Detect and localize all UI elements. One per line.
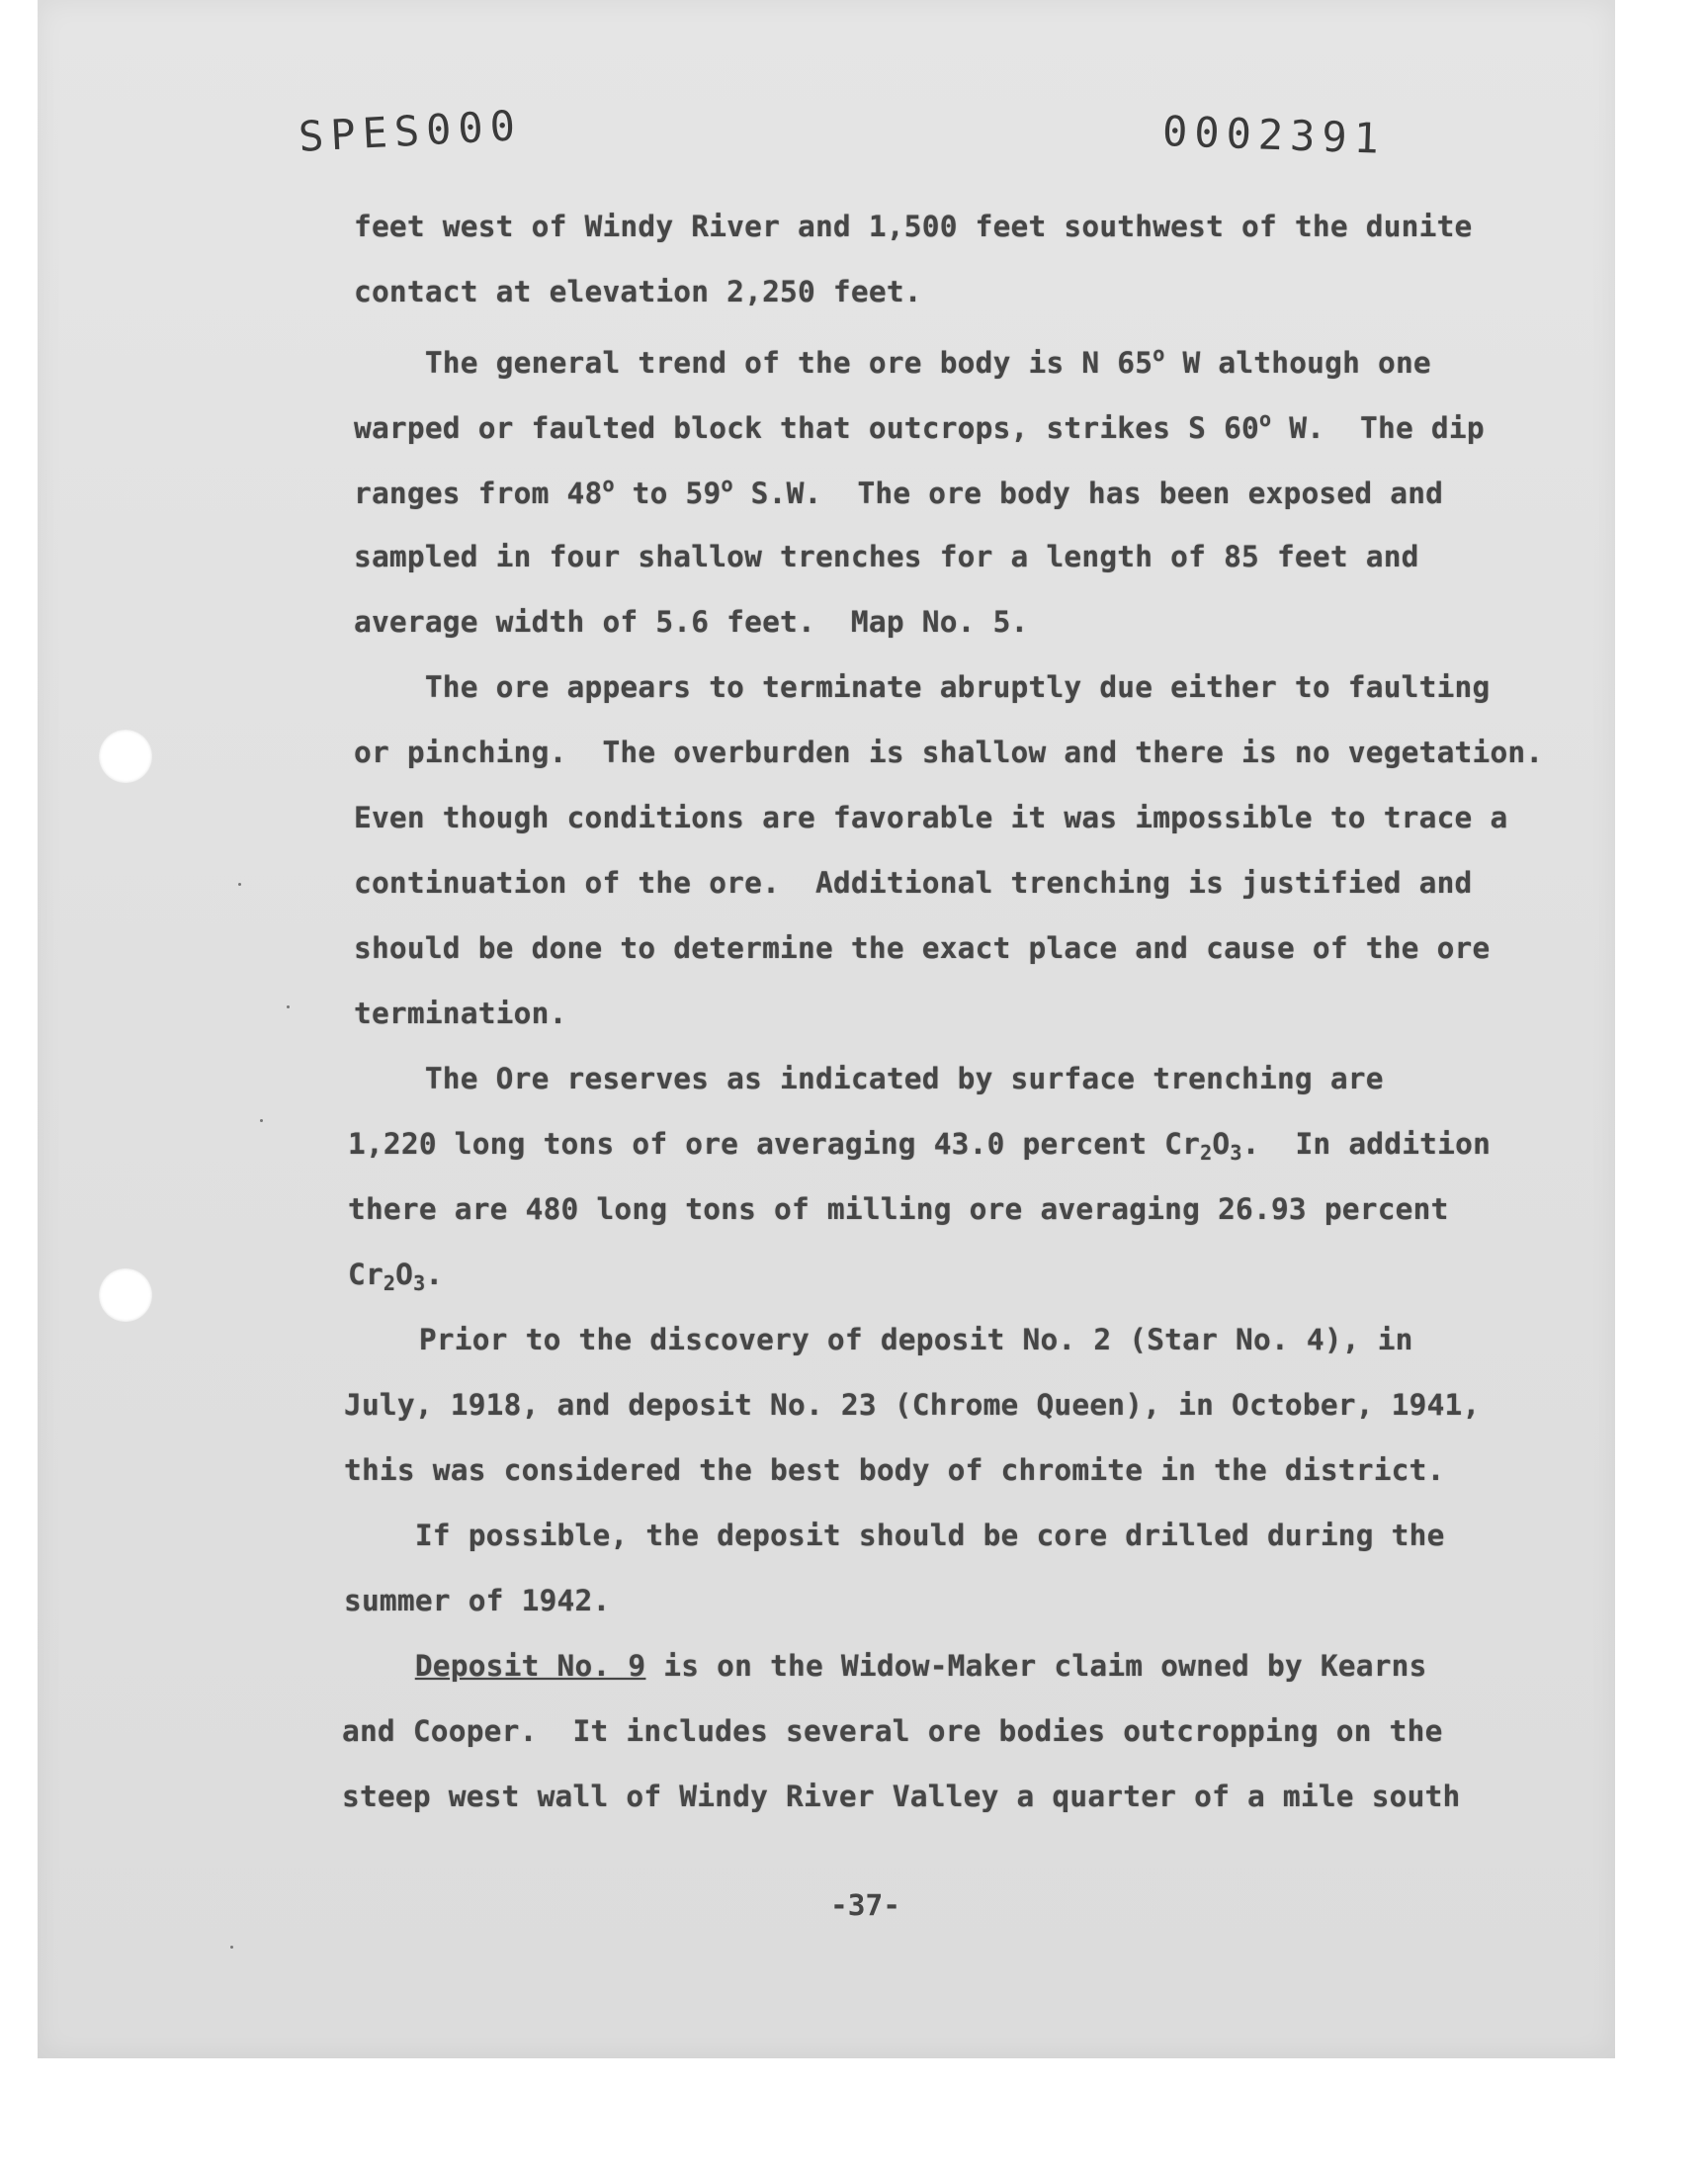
document-page (38, 0, 1615, 2058)
text-line-11: continuation of the ore. Additional trenching is justified and (354, 866, 1473, 900)
text-line-7: average width of 5.6 feet. Map No. 5. (354, 605, 1029, 639)
text-line-16: there are 480 long tons of milling ore averaging 26.93 percent (348, 1192, 1449, 1226)
text-line-18: Prior to the discovery of deposit No. 2 (Star No. 4), in (348, 1323, 1413, 1356)
subscript-three: 3 (413, 1271, 426, 1295)
text-line-24: and Cooper. It includes several ore bodies outcropping on the (342, 1714, 1443, 1748)
text-line-22: summer of 1942. (344, 1584, 611, 1617)
degree-mark: o (1153, 342, 1165, 366)
degree-mark: o (602, 473, 615, 496)
page-margin-bottom (0, 2066, 1708, 2175)
text-line-14: The Ore reserves as indicated by surface trenching are (354, 1062, 1384, 1095)
text-line-6: sampled in four shallow trenches for a length of 85 feet and (354, 540, 1419, 573)
degree-mark: o (721, 473, 733, 496)
scan-speck (287, 1005, 290, 1008)
text-line-5: ranges from 48$^o$ to 59$^o$ S.W. The ore body has been exposed and (354, 473, 1444, 510)
scan-speck (238, 883, 241, 886)
punch-hole-upper (99, 730, 152, 783)
deposit-heading: Deposit No. 9 (414, 1649, 646, 1683)
punch-hole-lower (99, 1268, 152, 1322)
degree-mark: o (1259, 407, 1272, 431)
stamp-left: SPES000 (297, 101, 524, 161)
text-line-12: should be done to determine the exact place and cause of the ore (354, 931, 1491, 965)
page-number: -37- (830, 1888, 901, 1922)
text-line-23: Deposit No. 9 is on the Widow-Maker claim owned by Kearns (414, 1649, 1427, 1683)
text-line-4: warped or faulted block that outcrops, strikes S 60$^o$ W. The dip (354, 407, 1485, 445)
text-line-1: feet west of Windy River and 1,500 feet southwest of the dunite (354, 210, 1473, 243)
subscript-three: 3 (1230, 1141, 1242, 1165)
text-line-3: The general trend of the ore body is N 65$^o$ W although one (354, 342, 1431, 380)
text-line-8: The ore appears to terminate abruptly due either to faulting (354, 670, 1491, 704)
text-line-2: contact at elevation 2,250 feet. (354, 275, 922, 308)
text-line-25: steep west wall of Windy River Valley a quarter of a mile south (342, 1780, 1461, 1813)
text-line-17: $Cr_2O_3$. (348, 1258, 444, 1295)
text-line-10: Even though conditions are favorable it was impossible to trace a (354, 801, 1508, 834)
scan-speck (260, 1119, 263, 1122)
scan-speck (230, 1946, 233, 1949)
text-line-19: July, 1918, and deposit No. 23 (Chrome Queen), in October, 1941, (344, 1388, 1481, 1422)
subscript-two: 2 (1200, 1141, 1213, 1165)
text-line-21: If possible, the deposit should be core drilled during the (344, 1519, 1445, 1552)
text-line-20: this was considered the best body of chromite in the district. (344, 1453, 1445, 1487)
text-line-9: or pinching. The overburden is shallow and there is no vegetation. (354, 736, 1544, 769)
text-line-15: 1,220 long tons of ore averaging 43.0 percent $Cr_2O_3$. In addition (348, 1127, 1492, 1165)
stamp-right: 0002391 (1161, 107, 1387, 163)
subscript-two: 2 (383, 1271, 396, 1295)
text-line-13: termination. (354, 997, 567, 1030)
